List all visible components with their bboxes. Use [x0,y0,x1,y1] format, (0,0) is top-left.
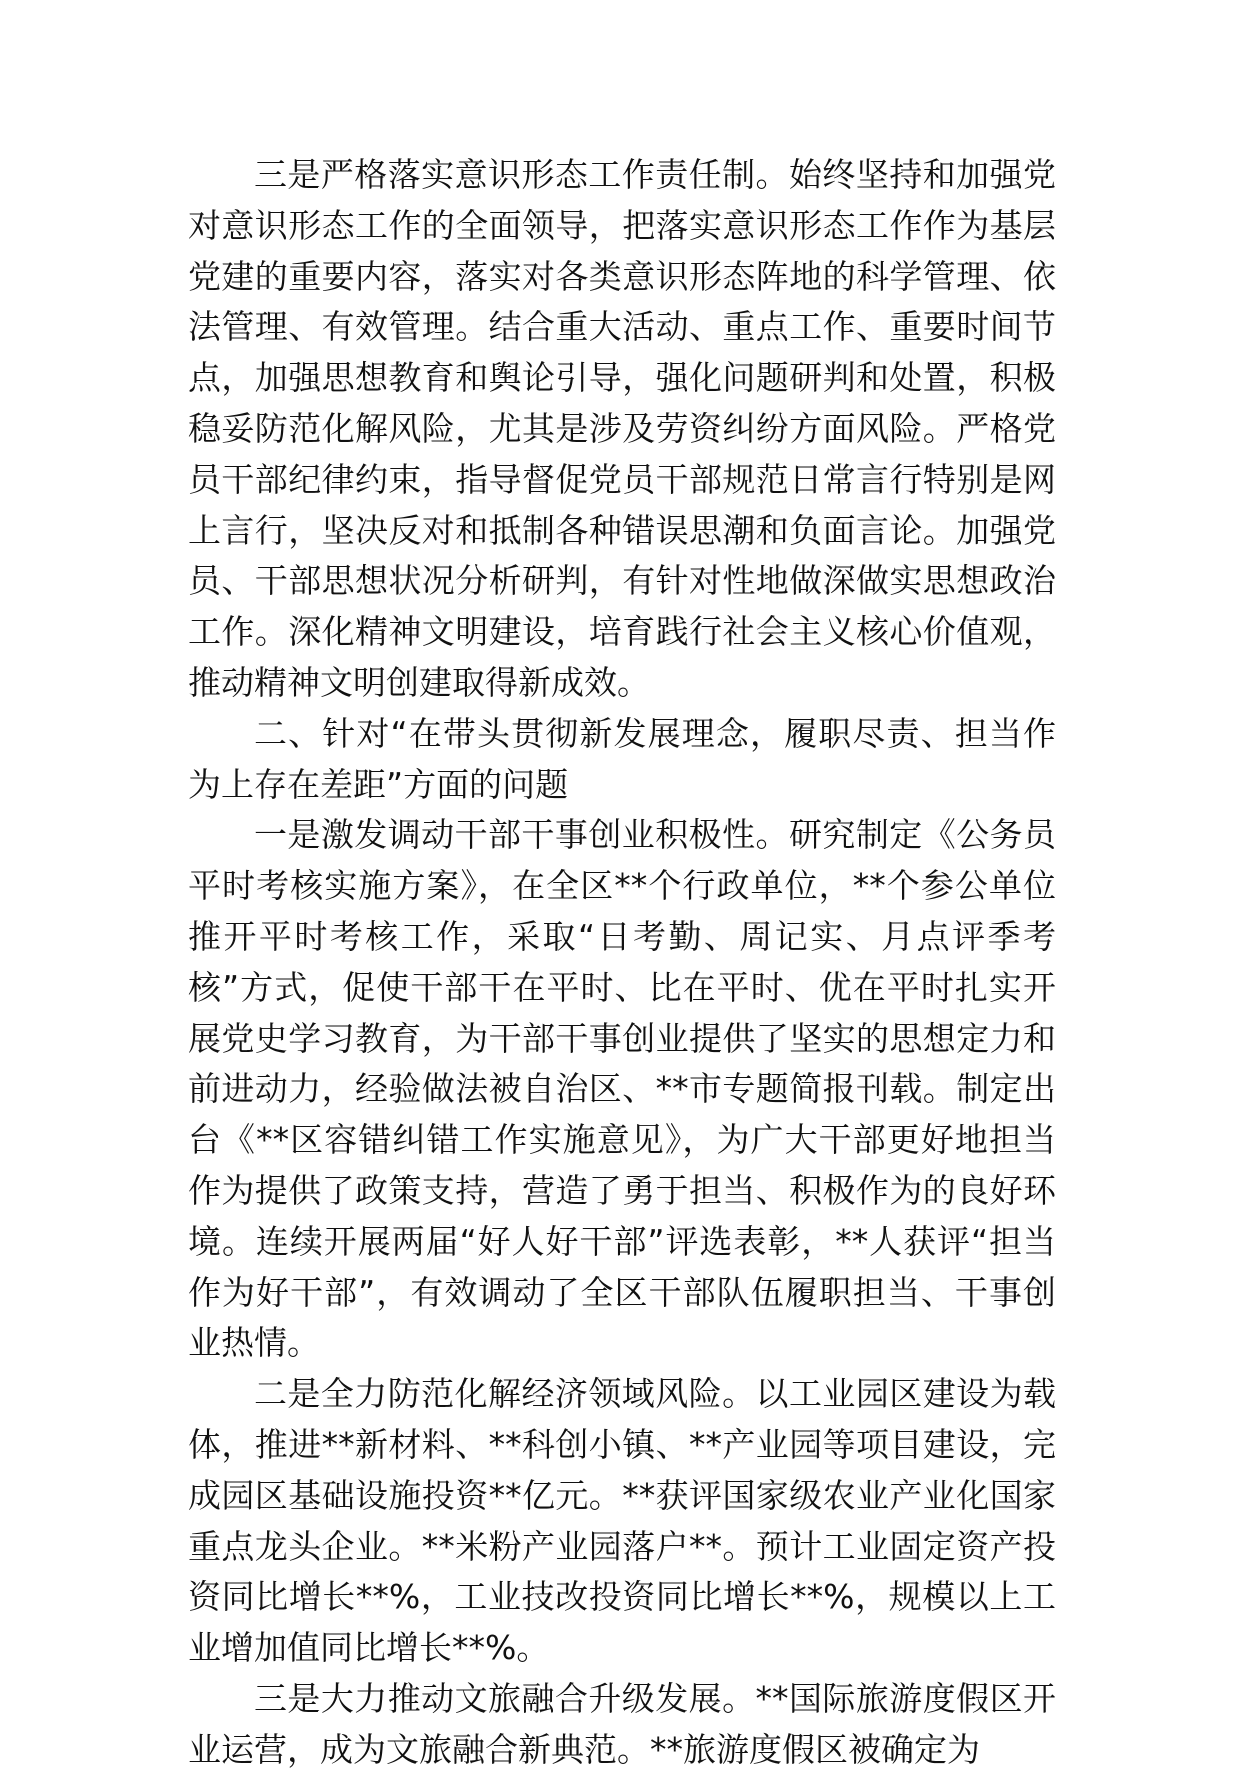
paragraph-economic-risk: 二是全力防范化解经济领域风险。以工业园区建设为载体，推进**新材料、**科创小镇、**产业园等项目建设，完成园区基础设施投资**亿元。**获评国家级农业产业化国家重点龙头企业。**米粉产业园落户**。预计工业固定资产投资同比增长**%，工业技改投资同比增长**%，规模以上工业增加值同比增长**%。 [188,1374,1056,1668]
document-body [188,150,1056,1776]
section-heading-two: 二、针对“在带头贯彻新发展理念，履职尽责、担当作为上存在差距”方面的问题 [188,713,1056,804]
paragraph-culture-tourism: 三是大力推动文旅融合升级发展。**国际旅游度假区开业运营，成为文旅融合新典范。**旅游度假区被确定为 [188,1678,1056,1769]
paragraph-ideology-responsibility: 三是严格落实意识形态工作责任制。始终坚持和加强党对意识形态工作的全面领导，把落实意识形态工作作为基层党建的重要内容，落实对各类意识形态阵地的科学管理、依法管理、有效管理。结合重大活动、重点工作、重要时间节点，加强思想教育和舆论引导，强化问题研判和处置，积极稳妥防范化解风险，尤其是涉及劳资纠纷方面风险。严格党员干部纪律约束，指导督促党员干部规范日常言行特别是网上言行，坚决反对和抵制各种错误思潮和负面言论。加强党员、干部思想状况分析研判，有针对性地做深做实思想政治工作。深化精神文明建设，培育践行社会主义核心价值观，推动精神文明创建取得新成效。 [188,155,1056,702]
paragraph-cadre-motivation: 一是激发调动干部干事创业积极性。研究制定《公务员平时考核实施方案》，在全区**个行政单位，**个参公单位推开平时考核工作，采取“日考勤、周记实、月点评季考核”方式，促使干部干在平时、比在平时、优在平时扎实开展党史学习教育，为干部干事创业提供了坚实的思想定力和前进动力，经验做法被自治区、**市专题简报刊载。制定出台《**区容错纠错工作实施意见》，为广大干部更好地担当作为提供了政策支持，营造了勇于担当、积极作为的良好环境。连续开展两届“好人好干部”评选表彰，**人获评“担当作为好干部”，有效调动了全区干部队伍履职担当、干事创业热情。 [188,815,1056,1363]
